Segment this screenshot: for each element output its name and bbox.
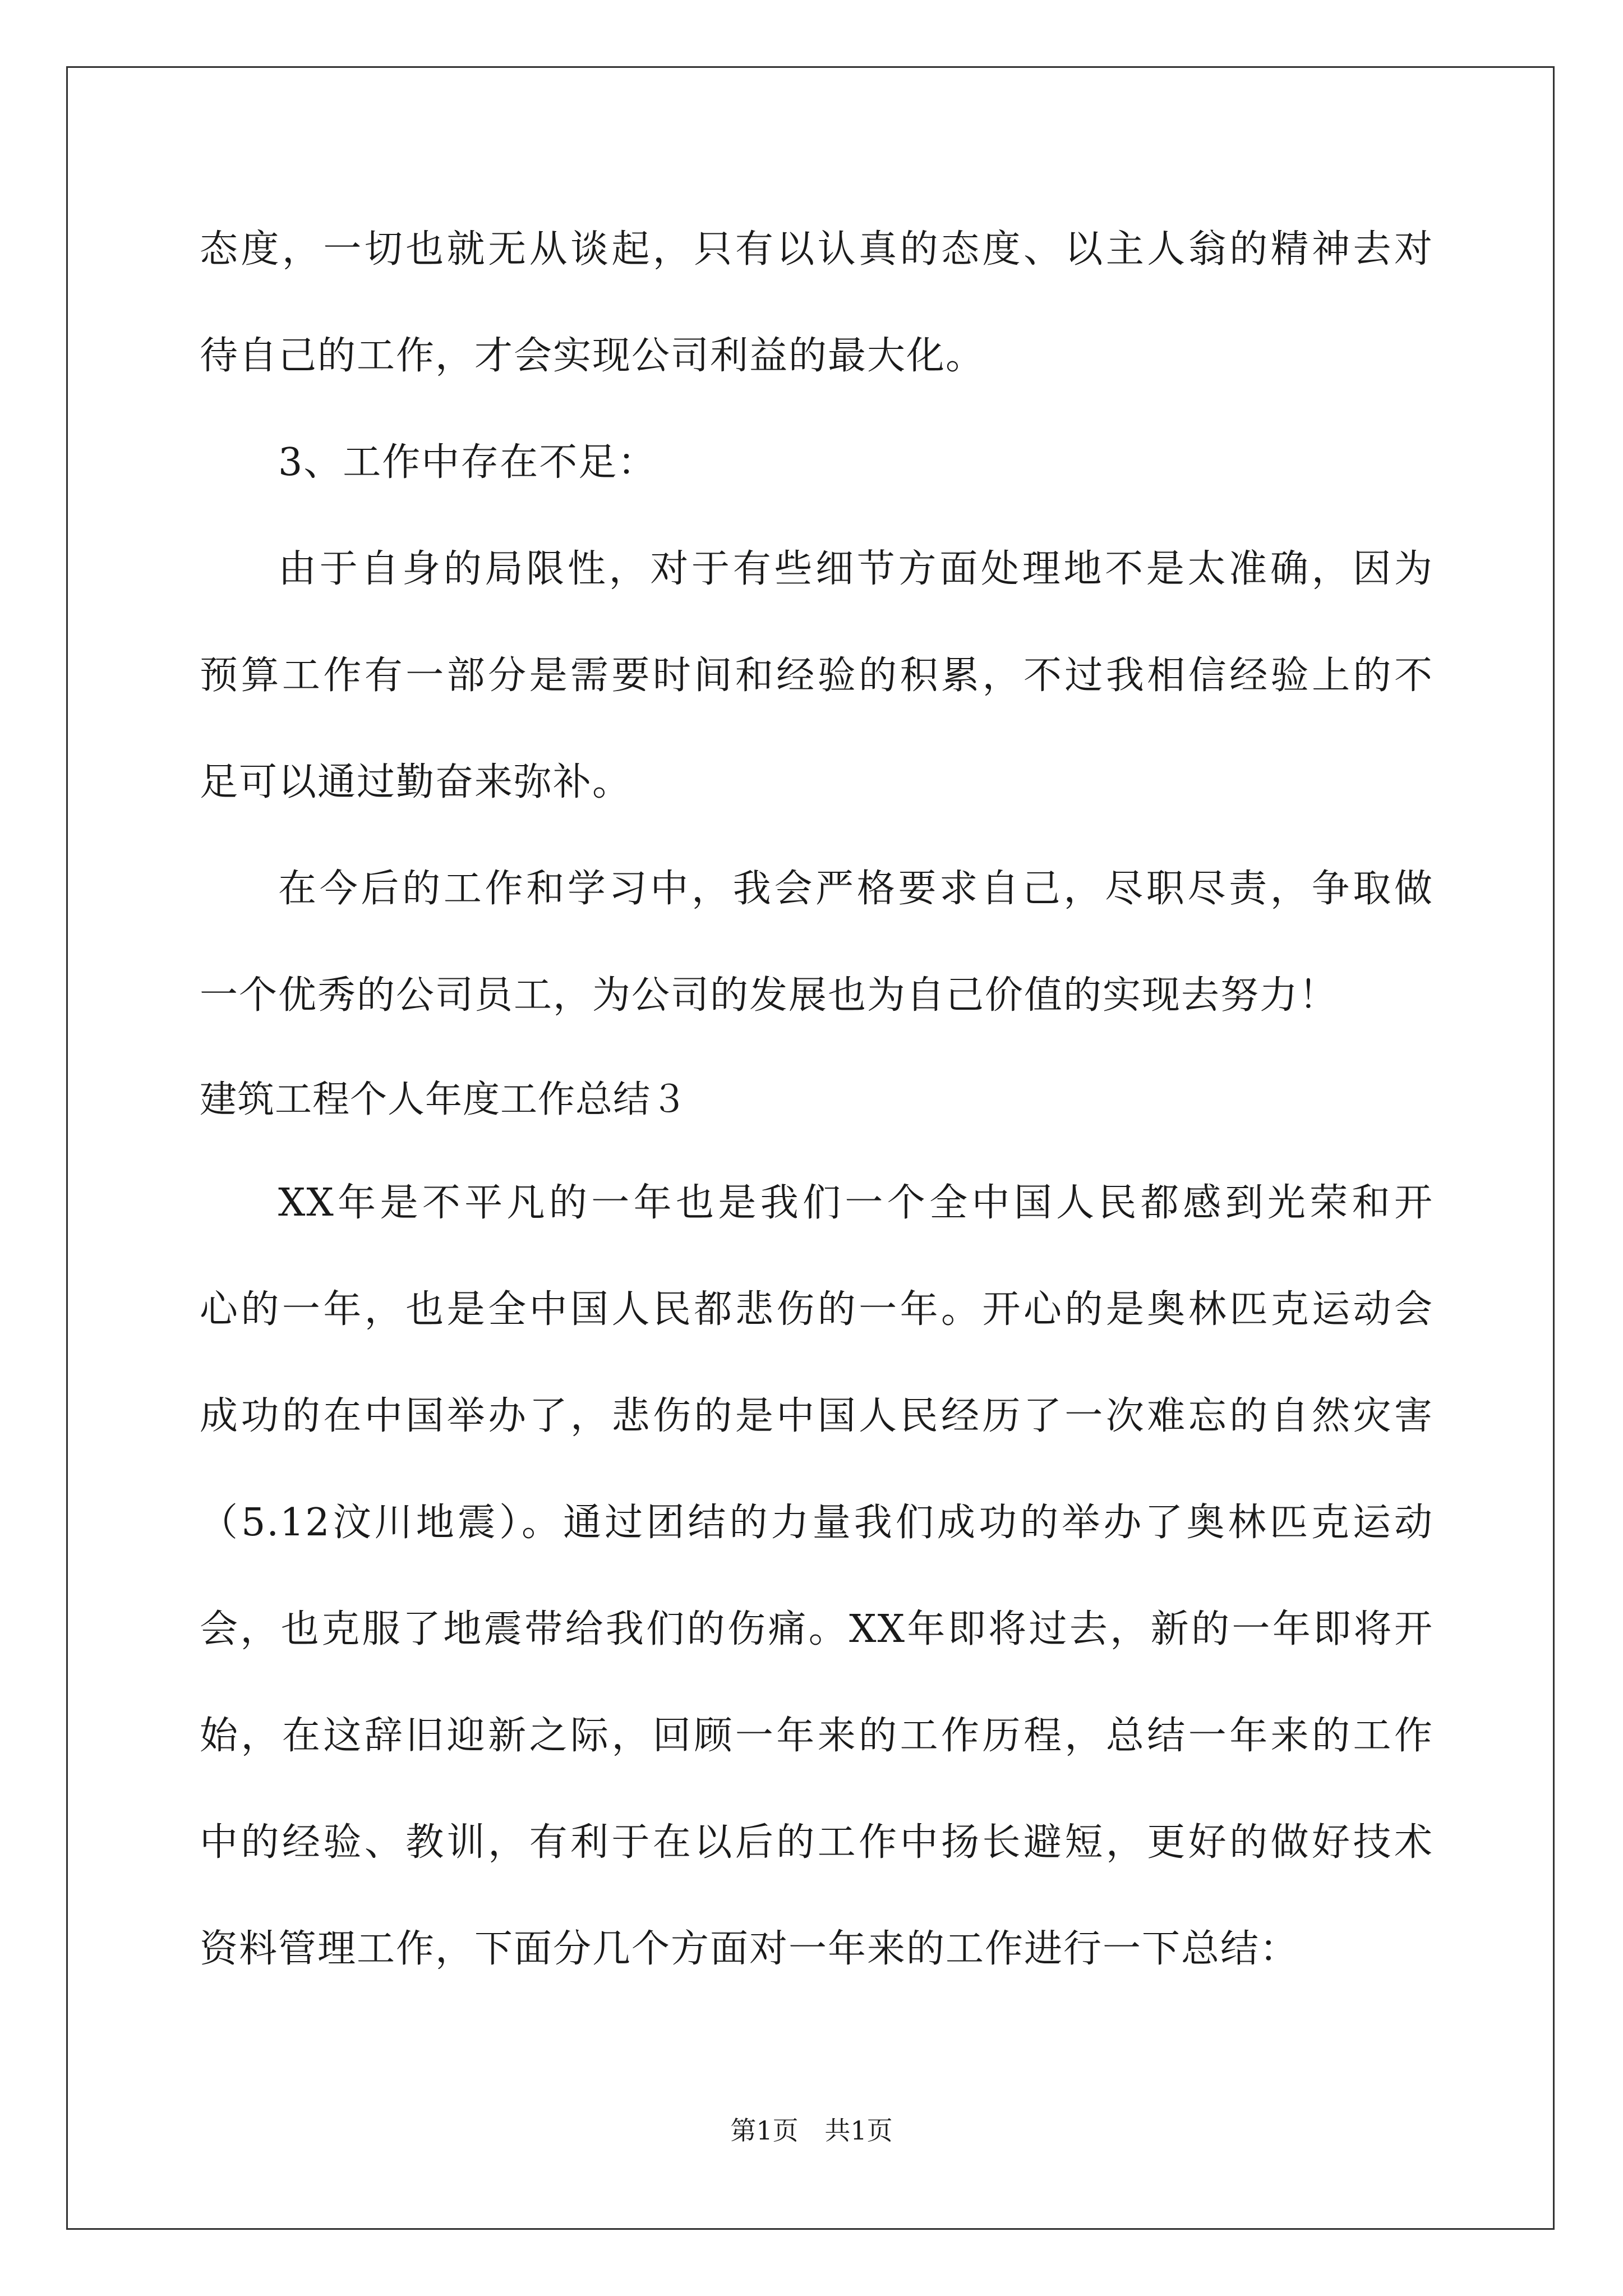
body-line: 待自己的工作，才会实现公司利益的最大化。 [200, 334, 985, 378]
body-line: 中的经验、教训，有利于在以后的工作中扬长避短，更好的做好技术 [200, 1820, 1433, 1865]
section-title: 建筑工程个人年度工作总结３ [200, 1078, 688, 1121]
body-line: XX年是不平凡的一年也是我们一个全中国人民都感到光荣和开 [278, 1181, 1433, 1225]
document-body [200, 208, 1433, 2014]
body-line: （5.12汶川地震）。通过团结的力量我们成功的举办了奥林匹克运动 [200, 1501, 1433, 1545]
page-footer [0, 2114, 1623, 2147]
body-line: 预算工作有一部分是需要时间和经验的积累，不过我相信经验上的不 [200, 654, 1433, 698]
body-line: 态度，一切也就无从谈起，只有以认真的态度、以主人翁的精神去对 [200, 227, 1433, 272]
body-line: 始，在这辞旧迎新之际，回顾一年来的工作历程，总结一年来的工作 [200, 1714, 1433, 1758]
body-line: 会，也克服了地震带给我们的伤痛。XX年即将过去，新的一年即将开 [200, 1607, 1433, 1651]
page-total: 共1页 [824, 2115, 893, 2146]
page-number: 第1页 [730, 2115, 799, 2146]
body-line: 成功的在中国举办了，悲伤的是中国人民经历了一次难忘的自然灾害 [200, 1394, 1433, 1438]
body-line: 资料管理工作，下面分几个方面对一年来的工作进行一下总结： [200, 1927, 1299, 1971]
body-line: 由于自身的局限性，对于有些细节方面处理地不是太准确，因为 [278, 547, 1433, 591]
section-subheading: 3、工作中存在不足： [278, 440, 657, 485]
body-line: 在今后的工作和学习中，我会严格要求自己，尽职尽责，争取做 [278, 867, 1433, 911]
body-line: 一个优秀的公司员工，为公司的发展也为自己价值的实现去努力！ [200, 973, 1339, 1018]
body-line: 足可以通过勤奋来弥补。 [200, 760, 632, 804]
body-line: 心的一年，也是全中国人民都悲伤的一年。开心的是奥林匹克运动会 [200, 1287, 1433, 1332]
